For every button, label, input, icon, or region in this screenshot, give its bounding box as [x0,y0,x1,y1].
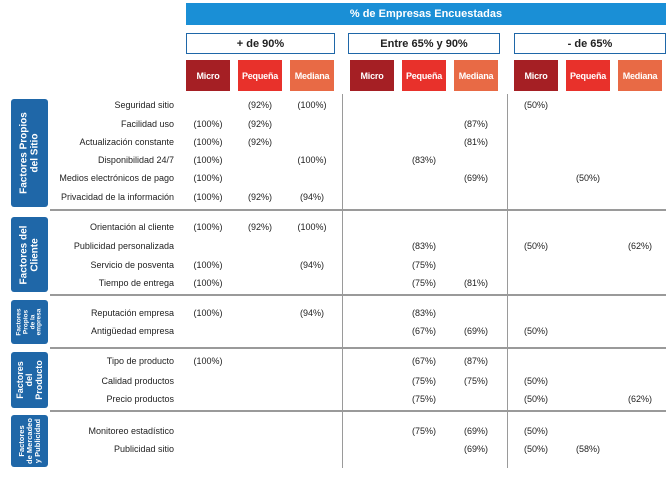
row-label: Monitoreo estadístico [88,426,174,436]
value-cell: (50%) [523,376,548,386]
value-cell: (92%) [247,192,272,202]
value-cell: (62%) [627,241,652,251]
value-cell: (94%) [299,308,324,318]
section-tab [11,99,48,207]
group-header-65-90: Entre 65% y 90% [348,33,500,54]
row-label: Facilidad uso [120,119,174,129]
value-cell: (50%) [575,173,600,183]
value-cell: (50%) [523,444,548,454]
value-cell: (69%) [463,326,488,336]
row-label: Actualización constante [79,137,174,147]
value-cell: (50%) [523,426,548,436]
value-cell: (75%) [411,426,436,436]
size-header-micro: Micro [514,60,558,91]
value-cell: (75%) [463,376,488,386]
row-label: Antigüedad empresa [90,326,174,336]
value-cell: (92%) [247,100,272,110]
size-header-pequena: Pequeña [566,60,610,91]
section-tab [11,217,48,292]
value-cell: (81%) [463,137,488,147]
row-label: Reputación empresa [90,308,174,318]
value-cell: (50%) [523,241,548,251]
value-cell: (92%) [247,222,272,232]
row-label: Disponibilidad 24/7 [97,155,174,165]
value-cell: (100%) [193,155,223,165]
section-divider [50,209,666,211]
row-label: Medios electrónicos de pago [59,173,174,183]
value-cell: (58%) [575,444,600,454]
size-header-micro: Micro [350,60,394,91]
value-cell: (92%) [247,119,272,129]
value-cell: (50%) [523,100,548,110]
section-tab [11,352,48,408]
value-cell: (75%) [411,376,436,386]
value-cell: (100%) [193,222,223,232]
value-cell: (83%) [411,241,436,251]
section-divider [50,294,666,296]
value-cell: (100%) [193,173,223,183]
value-cell: (100%) [297,155,327,165]
value-cell: (83%) [411,155,436,165]
size-header-mediana: Mediana [454,60,498,91]
value-cell: (94%) [299,192,324,202]
value-cell: (94%) [299,260,324,270]
size-header-micro: Micro [186,60,230,91]
value-cell: (100%) [193,260,223,270]
group-header-over-90: + de 90% [186,33,335,54]
row-label: Tiempo de entrega [98,278,174,288]
value-cell: (100%) [193,119,223,129]
value-cell: (100%) [193,137,223,147]
row-label: Privacidad de la información [60,192,174,202]
section-tab [11,415,48,467]
value-cell: (67%) [411,326,436,336]
section-label: Factores del Cliente [18,225,40,284]
row-label: Publicidad sitio [113,444,174,454]
section-label: Factores de Mercadeo y Publicidad [16,418,42,464]
section-label: Factores Propios del Sitio [18,112,40,194]
group-header-under-65: - de 65% [514,33,666,54]
section-divider [50,347,666,349]
row-label: Calidad productos [101,376,174,386]
row-label: Seguridad sitio [114,100,174,110]
value-cell: (69%) [463,173,488,183]
value-cell: (75%) [411,278,436,288]
value-cell: (100%) [297,222,327,232]
value-cell: (75%) [411,394,436,404]
section-tab [11,300,48,344]
value-cell: (69%) [463,444,488,454]
size-header-pequena: Pequeña [402,60,446,91]
size-header-pequena: Pequeña [238,60,282,91]
value-cell: (50%) [523,394,548,404]
section-divider [50,410,666,412]
value-cell: (100%) [297,100,327,110]
value-cell: (100%) [193,308,223,318]
value-cell: (87%) [463,356,488,366]
row-label: Precio productos [106,394,174,404]
value-cell: (100%) [193,192,223,202]
row-label: Servicio de posventa [90,260,174,270]
value-cell: (83%) [411,308,436,318]
value-cell: (62%) [627,394,652,404]
value-cell: (81%) [463,278,488,288]
row-label: Publicidad personalizada [73,241,174,251]
section-label: Factores del Producto [14,360,44,400]
value-cell: (75%) [411,260,436,270]
value-cell: (69%) [463,426,488,436]
value-cell: (87%) [463,119,488,129]
value-cell: (50%) [523,326,548,336]
row-label: Orientación al cliente [89,222,174,232]
size-header-mediana: Mediana [290,60,334,91]
table-title: % de Empresas Encuestadas [186,3,666,25]
value-cell: (92%) [247,137,272,147]
value-cell: (100%) [193,278,223,288]
section-label: Factores Propios de la empresa [14,308,43,336]
value-cell: (100%) [193,356,223,366]
row-label: Tipo de producto [106,356,174,366]
value-cell: (67%) [411,356,436,366]
size-header-mediana: Mediana [618,60,662,91]
